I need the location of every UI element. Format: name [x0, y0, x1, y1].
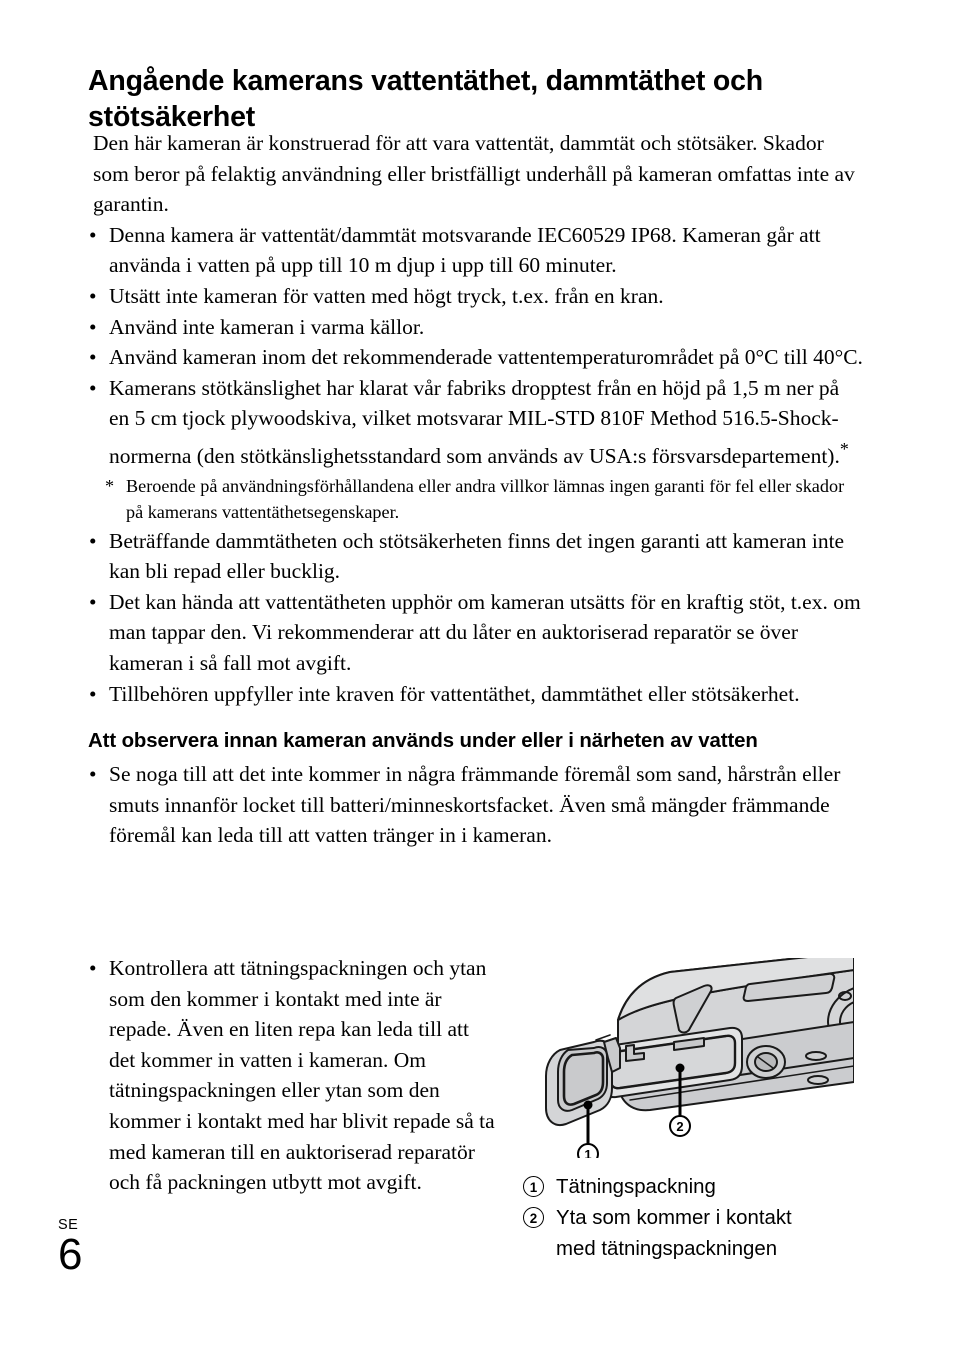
page-number: 6 — [58, 1230, 83, 1279]
bullet-icon: • — [89, 762, 97, 787]
secondary-bullet-list — [88, 526, 863, 710]
legend-number-1-icon: 1 — [523, 1176, 544, 1197]
list-item-text: Använd kameran inom det rekommenderade vattentemperaturområdet på 0°C till 40°C. — [109, 345, 863, 370]
intro-paragraph: Den här kameran är konstruerad för att vara vattentät, dammtät och stötsäker. Skador som beror på felaktig användning eller bristfälligt underhåll på kameran omfattas inte av garantin. — [93, 131, 855, 217]
footnote-marker: * — [105, 475, 115, 496]
narrow-text-column — [88, 953, 498, 1198]
page-title: Angående kamerans vattentäthet, dammtäthet och stötsäkerhet — [88, 65, 763, 134]
callout-marker-2-label: 2 — [676, 1119, 684, 1134]
camera-hinge-line — [596, 1035, 610, 1040]
section-subheading: Att observera innan kameran används under eller i närheten av vatten — [88, 730, 758, 753]
legend-item-2 — [523, 1203, 863, 1265]
list-item — [88, 373, 863, 472]
footnote-reference: * — [839, 438, 849, 459]
list-item — [88, 953, 498, 1198]
list-item-text: Använd inte kameran i varma källor. — [109, 314, 425, 339]
legend-item-1 — [523, 1172, 863, 1203]
camera-vent-oval-1 — [806, 1052, 826, 1060]
legend-label-1: Tätningspackning — [556, 1176, 716, 1198]
narrow-bullet-list — [88, 953, 498, 1198]
list-item-text: Det kan hända att vattentätheten upphör om kameran utsätts för en kraftig stöt, t.ex. om man tappar den. Vi rekommenderar att du låter en auktoriserad reparatör se över kameran i så fall mot avgift. — [109, 589, 861, 676]
camera-illustration-figure — [498, 958, 854, 1158]
footnote-text: Beroende på användningsförhållandena eller andra villkor lämnas ingen garanti för fel eller skador på kamerans vattentäthetsegenskaper. — [126, 475, 845, 522]
main-bullet-list — [88, 220, 863, 472]
bullet-icon: • — [89, 681, 97, 706]
bullet-icon: • — [89, 956, 97, 980]
language-code: SE — [58, 1217, 79, 1233]
legend-label-2-line2: med tätningspackningen — [556, 1238, 778, 1260]
list-item — [88, 281, 863, 312]
bullet-icon: • — [89, 345, 97, 370]
list-item — [88, 679, 863, 710]
callout-anchor-dot-2 — [676, 1064, 685, 1073]
page-folio — [58, 1217, 82, 1279]
list-item — [88, 526, 863, 587]
list-item — [88, 587, 863, 679]
body-content-column — [88, 128, 863, 851]
callout-anchor-dot-1 — [584, 1101, 593, 1110]
list-item-text: Beträffande dammtätheten och stötsäkerheten finns det ingen garanti att kameran inte kan bli repad eller bucklig. — [109, 528, 845, 584]
list-item-text: Kamerans stötkänslighet har klarat vår fabriks dropptest från en höjd på 1,5 m ner på en 5 cm tjock plywoodskiva, vilket motsvarar MIL-STD 810F Method 516.5-Shock-normerna (den stötkänslighetsstandard som används av USA:s försvarsdepartement). — [109, 375, 840, 469]
camera-vent-oval-2 — [808, 1076, 828, 1084]
water-bullet-list — [88, 759, 863, 851]
list-item — [88, 759, 863, 851]
list-item — [88, 342, 863, 373]
list-item-text: Se noga till att det inte kommer in några främmande föremål som sand, hårstrån eller smuts innanför locket till batteri/minneskortsfacket. Även små mängder främmande föremål kan leda till att vatten tränger in i kameran. — [109, 762, 841, 848]
bullet-icon: • — [89, 528, 97, 553]
list-item-text: Kontrollera att tätningspackningen och ytan som den kommer i kontakt med inte är repade. Även en liten repa kan leda till att det kommer in vatten i kameran. Om tätningspackningen eller ytan som den kommer i kontakt med har blivit repade så ta med kameran till en auktoriserad reparatör och få packningen utbytt mot avgift. — [109, 956, 495, 1195]
bullet-icon: • — [89, 283, 97, 308]
legend-label-2: Yta som kommer i kontakt — [556, 1207, 792, 1229]
camera-diagram-svg — [498, 958, 854, 1158]
figure-legend — [523, 1172, 863, 1265]
list-item — [88, 312, 863, 343]
legend-number-2-icon: 2 — [523, 1207, 544, 1228]
list-item — [88, 220, 863, 281]
bullet-icon: • — [89, 375, 97, 400]
bullet-icon: • — [89, 589, 97, 614]
list-item-text: Utsätt inte kameran för vatten med högt tryck, t.ex. från en kran. — [109, 283, 664, 308]
footnote — [88, 473, 863, 525]
callout-marker-1-label: 1 — [584, 1147, 592, 1158]
bullet-icon: • — [89, 222, 97, 247]
bullet-icon: • — [89, 314, 97, 339]
list-item-text: Tillbehören uppfyller inte kraven för vattentäthet, dammtäthet eller stötsäkerhet. — [109, 681, 800, 706]
list-item-text: Denna kamera är vattentät/dammtät motsvarande IEC60529 IP68. Kameran går att använda i vatten på upp till 10 m djup i upp till 60 minuter. — [109, 222, 821, 278]
